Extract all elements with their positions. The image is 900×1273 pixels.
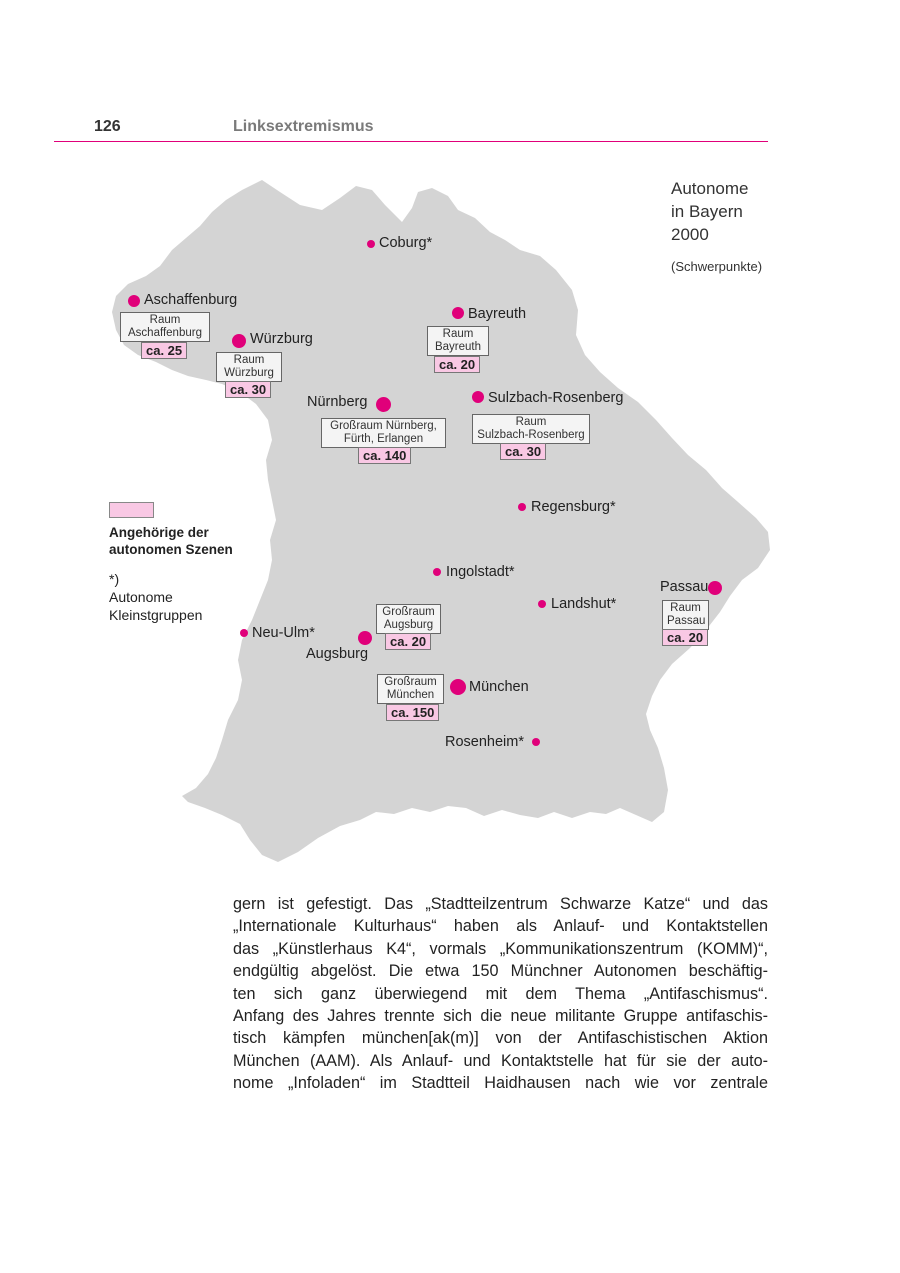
body-line: Anfang des Jahres trennte sich die neue militante Gruppe antifaschis- [233, 1006, 768, 1025]
legend-note-text: Autonome Kleinstgruppen [109, 589, 203, 623]
city-label-wuerzburg: Würzburg [250, 331, 313, 347]
city-label-bayreuth: Bayreuth [468, 306, 527, 322]
city-label-aschaffenburg: Aschaffenburg [144, 292, 238, 308]
city-label-sulzbach: Sulzbach-Rosenberg [488, 390, 624, 406]
count-box-wuerzburg: ca. 30 [225, 381, 271, 398]
wuerzburg-dot [232, 334, 246, 348]
augsburg-dot [358, 631, 372, 645]
region-box-aschaffenburg: Raum Aschaffenburg [120, 312, 210, 342]
city-label-nuernberg: Nürnberg [307, 394, 368, 410]
region-box-wuerzburg: Raum Würzburg [216, 352, 282, 382]
regensburg-dot [518, 503, 526, 511]
neuulm-dot [240, 629, 248, 637]
city-label-rosenheim: Rosenheim* [445, 734, 524, 750]
bavaria-outline [112, 180, 770, 862]
city-label-regensburg: Regensburg* [531, 499, 616, 515]
legend-swatch [109, 502, 154, 518]
region-box-augsburg: Großraum Augsburg [376, 604, 441, 634]
count-box-augsburg: ca. 20 [385, 633, 431, 650]
count-box-aschaffenburg: ca. 25 [141, 342, 187, 359]
city-label-neuulm: Neu-Ulm* [252, 625, 315, 641]
city-label-coburg: Coburg* [379, 235, 433, 251]
figure-subtitle: (Schwerpunkte) [671, 259, 763, 274]
legend-note-mark: *) [109, 571, 120, 587]
city-label-augsburg: Augsburg [306, 646, 369, 662]
rosenheim-dot [532, 738, 540, 746]
muenchen-dot [450, 679, 466, 695]
ingolstadt-dot [433, 568, 441, 576]
count-box-nuernberg: ca. 140 [358, 447, 411, 464]
body-line: tisch kämpfen münchen[ak(m)] von der Antifaschistischen Aktion [233, 1029, 768, 1048]
body-line: gern ist gefestigt. Das „Stadtteilzentrum Schwarze Katze“ und das [233, 895, 768, 913]
count-box-passau: ca. 20 [662, 629, 708, 646]
count-box-bayreuth: ca. 20 [434, 356, 480, 373]
city-label-ingolstadt: Ingolstadt* [446, 564, 515, 580]
city-label-landshut: Landshut* [551, 596, 617, 612]
body-line: ten sich ganz überwiegend mit dem Thema „Antifaschismus“. [233, 984, 768, 1003]
region-box-bayreuth: Raum Bayreuth [427, 326, 489, 356]
region-box-passau: Raum Passau [662, 600, 709, 630]
count-box-muenchen: ca. 150 [386, 704, 439, 721]
sulzbach-dot [472, 391, 484, 403]
legend-swatch-label: Angehörige der autonomen Szenen [109, 525, 233, 557]
body-line: München (AAM). Als Anlauf- und Kontaktstelle hat für sie der auto- [233, 1051, 768, 1070]
coburg-dot [367, 240, 375, 248]
city-label-muenchen: München [469, 679, 529, 695]
aschaffenburg-dot [128, 295, 140, 307]
region-box-nuernberg: Großraum Nürnberg, Fürth, Erlangen [321, 418, 446, 448]
region-box-muenchen: Großraum München [377, 674, 444, 704]
city-label-passau: Passau [660, 579, 709, 595]
count-box-sulzbach: ca. 30 [500, 443, 546, 460]
region-box-sulzbach: Raum Sulzbach-Rosenberg [472, 414, 590, 444]
bayreuth-dot [452, 307, 464, 319]
body-line: endgültig abgelöst. Die etwa 150 Münchner Autonomen beschäftig- [233, 962, 768, 981]
passau-dot [708, 581, 722, 595]
body-paragraph [233, 893, 768, 1095]
body-line: das „Künstlerhaus K4“, vormals „Kommunikationszentrum (KOMM)“, [233, 939, 768, 958]
nuernberg-dot [376, 397, 391, 412]
landshut-dot [538, 600, 546, 608]
running-head: Linksextremismus [233, 118, 374, 135]
body-line: nome „Infoladen“ im Stadtteil Haidhausen nach wie vor zentrale [233, 1074, 768, 1093]
body-line: „Internationale Kulturhaus“ haben als Anlauf- und Kontaktstellen [233, 917, 768, 936]
page-number: 126 [94, 118, 121, 135]
figure-title: Autonome in Bayern 2000 [671, 179, 749, 244]
